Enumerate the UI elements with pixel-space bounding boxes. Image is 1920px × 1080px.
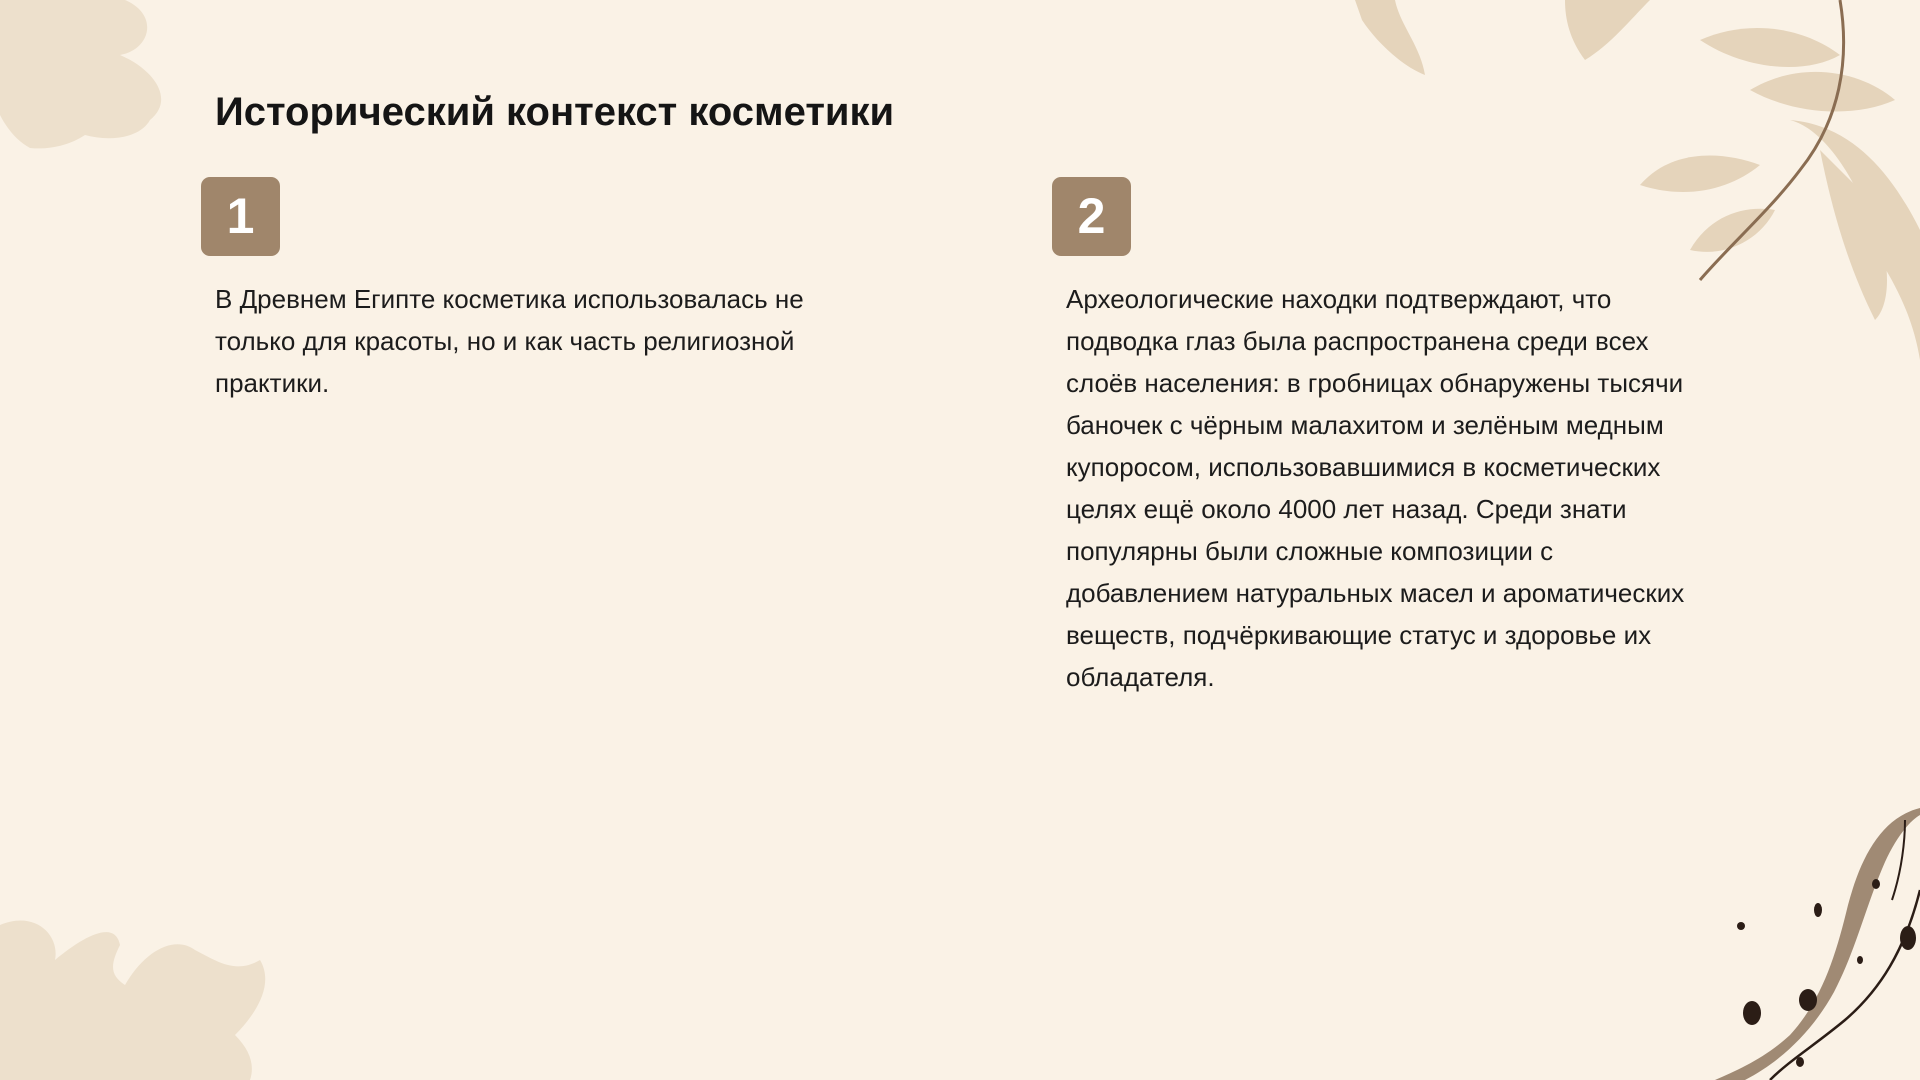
- point-card-1: [201, 177, 881, 404]
- slide-title: Исторический контекст косметики: [215, 90, 895, 134]
- point-text-1: В Древнем Египте косметика использовалась не только для красоты, но и как часть религиозной практики.: [215, 284, 804, 398]
- point-card-2: [1052, 177, 1712, 698]
- swirl-bottom-right-icon: [1715, 808, 1920, 1080]
- point-number-badge-2: 2: [1052, 177, 1131, 256]
- point-text-2: Археологические находки подтверждают, что подводка глаз была распространена среди всех слоёв населения: в гробницах обнаружены тысячи баночек с чёрным малахитом и зелёным медным купоросом, использовавшимися в косметических целях ещё около 4000 лет назад. Среди знати популярны были сложные композиции с добавлением натуральных масел и ароматических веществ, подчёркивающие статус и здоровье их обладателя.: [1066, 284, 1685, 692]
- point-number-badge-1: 1: [201, 177, 280, 256]
- leaf-blob-top-left-icon: [0, 0, 161, 148]
- leaf-blob-bottom-left-icon: [0, 920, 265, 1080]
